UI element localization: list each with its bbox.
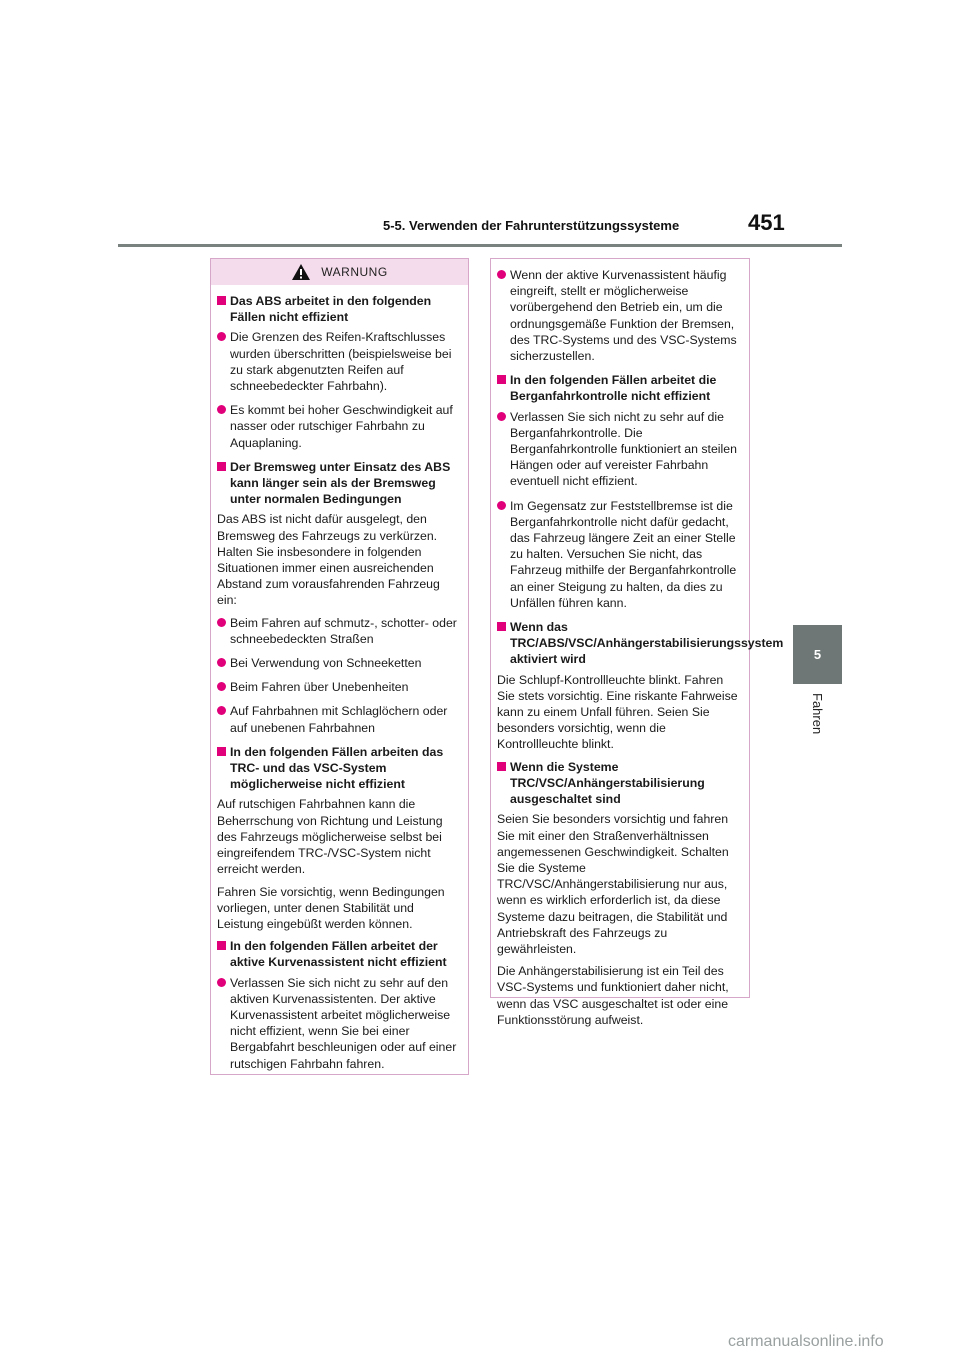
bullet-text: Auf Fahrbahnen mit Schlaglöchern oder auf unebenen Fahrbahnen [230,704,448,735]
round-bullet-icon [497,270,506,279]
bullet-text: Beim Fahren auf schmutz-, schotter- oder schneebedeckten Straßen [230,615,457,646]
section-heading [217,938,462,970]
warning-header [211,259,468,285]
square-bullet-icon [497,622,506,631]
round-bullet-icon [217,405,226,414]
warning-content-right [497,267,784,1028]
section-heading-text: In den folgenden Fällen arbeitet der aktive Kurvenassistent nicht effizient [230,939,447,970]
chapter-number: 5 [813,647,822,662]
chapter-label: Fahren [810,693,825,735]
round-bullet-icon [217,332,226,341]
header-rule [118,244,842,247]
watermark: carmanualsonline.info [728,1333,884,1350]
bullet-item [217,975,462,1072]
section-heading [497,372,743,404]
warning-box-left [210,258,469,1075]
square-bullet-icon [217,296,226,305]
bullet-text: Wenn der aktive Kurvenassistent häufig eingreift, stellt er möglicherweise vorübergehend den Betrieb ein, um die ordnungsgemäße Funktion der Bremsen, des TRC-Systems und des VSC-Systems sicherzustellen. [510,268,737,364]
section-heading-text: Der Bremsweg unter Einsatz des ABS kann länger sein als der Bremsweg unter normalen Bedingungen [230,459,451,507]
bullet-item [217,703,462,735]
bullet-item [217,329,462,394]
round-bullet-icon [497,412,506,421]
bullet-text: Verlassen Sie sich nicht zu sehr auf die Berganfahrkontrolle. Die Berganfahrkontrolle funktioniert an steilen Hängen oder auf vereister Fahrbahn eventuell nicht effizient. [510,409,737,489]
section-heading [497,619,784,668]
round-bullet-icon [217,978,226,987]
section-title: 5-5. Verwenden der Fahrunterstützungssysteme [383,218,680,233]
section-heading-text: In den folgenden Fällen arbeiten das TRC- und das VSC-System möglicherweise nicht effizient [230,744,444,792]
bullet-item [217,655,462,671]
section-heading-text: Wenn das TRC/ABS/VSC/Anhängerstabilisierungssystem aktiviert wird [510,620,784,667]
warning-triangle-icon [291,263,311,281]
bullet-item [217,679,462,695]
bullet-item [497,498,743,611]
chapter-tab[interactable] [793,625,842,684]
square-bullet-icon [497,375,506,384]
bullet-text: Die Grenzen des Reifen-Kraftschlusses wurden überschritten (beispielsweise bei zu stark abgenutzten Reifen auf schneebedeckter Fahrbahn). [230,330,452,394]
round-bullet-icon [217,658,226,667]
section-heading-text: In den folgenden Fällen arbeitet die Berganfahrkontrolle nicht effizient [510,373,717,404]
warning-title: WARNUNG [321,264,388,279]
bullet-text: Im Gegensatz zur Feststellbremse ist die Berganfahrkontrolle nicht dafür gedacht, das Fahrzeug längere Zeit an einer Stelle zu halten. Versuchen Sie nicht, das Fahrzeug mithilfe der Berganfahrkontrolle an einer Steigung zu halten, da dies zu Unfällen führen kann. [510,498,737,610]
bullet-item [497,409,743,490]
bullet-text: Bei Verwendung von Schneeketten [230,656,422,671]
round-bullet-icon [217,618,226,627]
page-number: 451 [748,210,785,235]
square-bullet-icon [497,762,506,771]
paragraph: Auf rutschigen Fahrbahnen kann die Beherrschung von Richtung und Leistung des Fahrzeugs möglicherweise selbst bei eingreifendem TRC-/VSC-System nicht erreicht werden. [217,797,443,877]
section-heading-text: Das ABS arbeitet in den folgenden Fällen nicht effizient [230,294,432,325]
round-bullet-icon [217,706,226,715]
section-heading-text: Wenn die Systeme TRC/VSC/Anhängerstabilisierung ausgeschaltet sind [510,759,705,807]
round-bullet-icon [217,682,226,691]
section-heading [217,293,462,325]
section-heading [217,459,462,508]
bullet-item [497,267,743,364]
paragraph: Das ABS ist nicht dafür ausgelegt, den Bremsweg des Fahrzeugs zu verkürzen. Halten Sie insbesondere in folgenden Situationen immer einen ausreichenden Abstand zum vorausfahrenden Fahrzeug ein: [217,512,440,608]
round-bullet-icon [497,501,506,510]
bullet-text: Es kommt bei hoher Geschwindigkeit auf nasser oder rutschiger Fahrbahn zu Aquaplaning. [230,403,453,450]
section-heading [217,744,462,793]
bullet-item [217,402,462,451]
paragraph: Fahren Sie vorsichtig, wenn Bedingungen vorliegen, unter denen Stabilität und Leistung eingebüßt werden können. [217,884,445,931]
warning-content-left [217,293,462,1072]
bullet-text: Verlassen Sie sich nicht zu sehr auf den aktiven Kurvenassistenten. Der aktive Kurvenassistent arbeitet möglicherweise nicht effizient, wenn Sie bei einer Bergabfahrt beschleunigen oder auf einer rutschigen Fahrbahn fahren. [230,975,457,1071]
paragraph: Die Schlupf-Kontrollleuchte blinkt. Fahren Sie stets vorsichtig. Eine riskante Fahrweise kann zu einem Unfall führen. Seien Sie besonders vorsichtig, wenn die Kontrollleuchte blinkt. [497,672,738,752]
bullet-item [217,615,462,647]
bullet-text: Beim Fahren über Unebenheiten [230,680,409,695]
warning-box-right [490,258,784,1027]
section-heading [497,759,743,808]
paragraph: Die Anhängerstabilisierung ist ein Teil des VSC-Systems und funktioniert daher nicht, wenn das VSC ausgeschaltet ist oder eine Funktionsstörung aufweist. [497,964,729,1027]
square-bullet-icon [217,462,226,471]
square-bullet-icon [217,747,226,756]
paragraph: Seien Sie besonders vorsichtig und fahren Sie mit einer den Straßenverhältnissen angemessenen Geschwindigkeit. Schalten Sie die Systeme TRC/VSC/Anhängerstabilisierung nur aus, wenn es wirklich erforderlich ist, da diese Systeme dazu beitragen, die Stabilität und Antriebskraft des Fahrzeugs zu gewährleisten. [497,812,729,956]
square-bullet-icon [217,941,226,950]
